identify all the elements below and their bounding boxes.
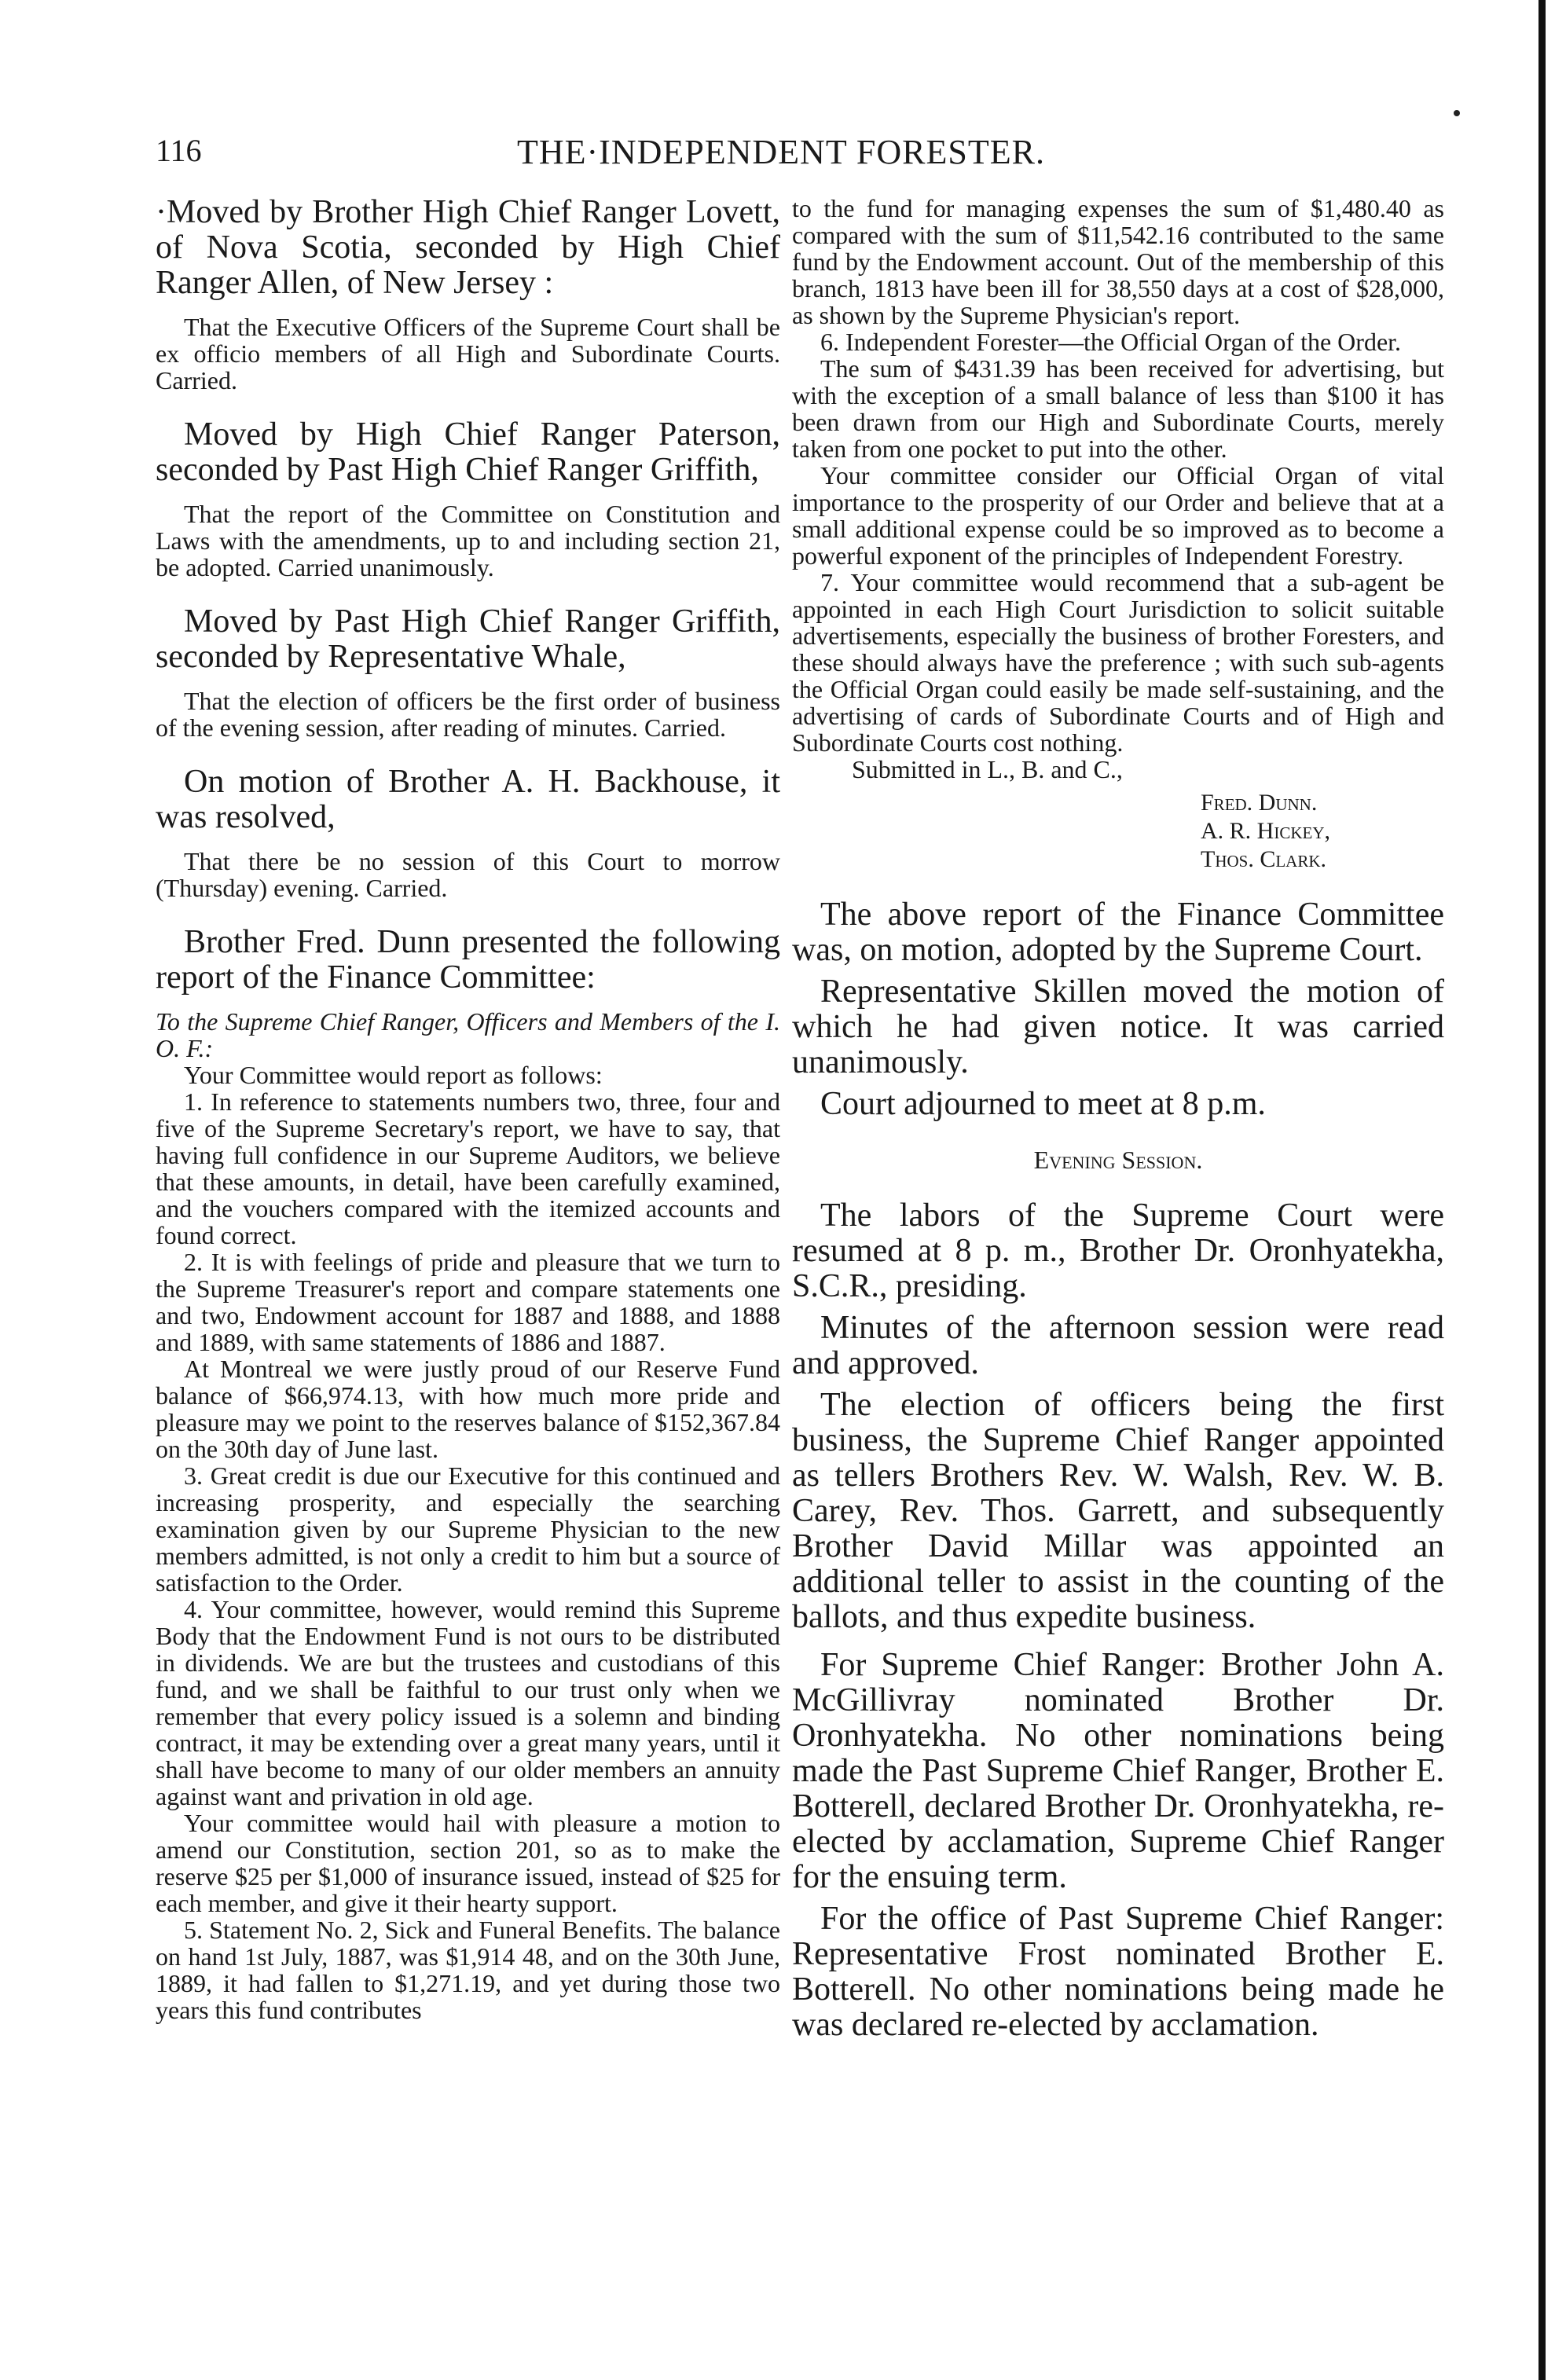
report-item-4: 4. Your committee, however, would remind this Supreme Body that the Endowment Fund is not ours to be distributed in dividends. We are but the trustees and custodians of this fund, and we shall be faithful to our trust only when we remember that every policy issued is a solemn and binding contract, it may be extending over a great many years, until it shall have become to many of our older members an annuity against want and privation in old age. bbox=[156, 1595, 780, 1810]
resolution-constitution: That the report of the Committee on Constitution and Laws with the amendments, up to and including section 21, be adopted. Carried unanimously. bbox=[156, 500, 780, 581]
skillen-motion: Representative Skillen moved the motion of which he had given notice. It was carried unanimously. bbox=[792, 974, 1444, 1080]
evening-resumed: The labors of the Supreme Court were resumed at 8 p. m., Brother Dr. Oronhyatekha, S.C.R., presiding. bbox=[792, 1197, 1444, 1304]
left-column bbox=[156, 195, 780, 2023]
report-item-6c: Your committee consider our Official Organ of vital importance to the prosperity of our Order and believe that at a small additional expense could be so improved as to become a powerful exponent of the principles of Independent Forestry. bbox=[792, 461, 1444, 570]
report-item-4b: Your committee would hail with pleasure a motion to amend our Constitution, section 201, so as to make the reserve $25 per $1,000 of insurance issued, instead of $25 for each member, and give it their hearty support. bbox=[156, 1809, 780, 1917]
report-item-3: 3. Great credit is due our Executive for this continued and increasing prosperity, and especially the searching examination given by our Supreme Physician to the new members admitted, is not only a credit to him but a source of satisfaction to the Order. bbox=[156, 1461, 780, 1597]
signatories-block bbox=[792, 789, 1444, 874]
motion-paterson: Moved by High Chief Ranger Paterson, seconded by Past High Chief Ranger Griffith, bbox=[156, 416, 780, 488]
evening-scr-election: For Supreme Chief Ranger: Brother John A. McGillivray nominated Brother Dr. Oronhyatekha. No other nominations being made the Past Supreme Chief Ranger, Brother E. Botterell, declared Brother Dr. Oronhyatekha, re-elected by acclamation, Supreme Chief Ranger for the ensuing term. bbox=[792, 1647, 1444, 1895]
page-edge-rule bbox=[1538, 0, 1546, 2380]
running-head: THE·INDEPENDENT FORESTER. bbox=[517, 133, 1045, 171]
report-item-5-continued: to the fund for managing expenses the sum of $1,480.40 as compared with the sum of $11,542.16 contributed to the same fund by the Endowment account. Out of the membership of this branch, 1813 have been ill for 38,550 days at a cost of $28,000, as shown by the Supreme Physician's report. bbox=[792, 194, 1444, 329]
report-adopted: The above report of the Finance Committee was, on motion, adopted by the Supreme Court. bbox=[792, 897, 1444, 968]
motion-lovett: ·Moved by Brother High Chief Ranger Lovett, of Nova Scotia, seconded by High Chief Ranger Allen, of New Jersey : bbox=[156, 194, 780, 301]
report-open: Your Committee would report as follows: bbox=[184, 1061, 603, 1089]
right-column bbox=[792, 195, 1444, 2043]
resolution-election: That the election of officers be the first order of business of the evening session, after reading of minutes. Carried. bbox=[156, 687, 780, 742]
report-item-5: 5. Statement No. 2, Sick and Funeral Benefits. The balance on hand 1st July, 1887, was $1,914 48, and on the 30th June, 1889, it had fallen to $1,271.19, and yet during those two years this fund contributes bbox=[156, 1916, 780, 2024]
finance-intro: Brother Fred. Dunn presented the following report of the Finance Committee: bbox=[156, 924, 780, 996]
report-item-1: 1. In reference to statements numbers two, three, four and five of the Supreme Secretary's report, we have to say, that having full confidence in our Supreme Auditors, we believe that these amounts, in detail, have been carefully examined, and the vouchers compared with the itemized accounts and found correct. bbox=[156, 1087, 780, 1249]
signatory: Fred. Dunn. bbox=[1201, 790, 1318, 816]
evening-pscr-election: For the office of Past Supreme Chief Ranger: Representative Frost nominated Brother E. Botterell. No other nominations being made he was declared re-elected by acclamation. bbox=[792, 1901, 1444, 2043]
resolution-no-session: That there be no session of this Court to morrow (Thursday) evening. Carried. bbox=[156, 847, 780, 902]
submitted-line: Submitted in L., B. and C., bbox=[852, 755, 1123, 783]
report-item-7: 7. Your committee would recommend that a sub-agent be appointed in each High Court Jurisdiction to solicit suitable advertisements, especially the business of brother Foresters, and these should always have the preference ; with such sub-agents the Official Organ could easily be made self-sustaining, and the advertising of cards of Subordinate Courts and of High and Subordinate Courts cost nothing. bbox=[792, 568, 1444, 757]
motion-backhouse: On motion of Brother A. H. Backhouse, it was resolved, bbox=[156, 764, 780, 835]
resolution-ex-officio: That the Executive Officers of the Supreme Court shall be ex officio members of all High and Subordinate Courts. Carried. bbox=[156, 313, 780, 394]
report-item-2: 2. It is with feelings of pride and pleasure that we turn to the Supreme Treasurer's report and compare statements one and two, Endowment account for 1887 and 1888, and 1888 and 1889, with same statements of 1886 and 1887. bbox=[156, 1248, 780, 1356]
signatory: Thos. Clark. bbox=[1201, 846, 1327, 872]
page-header bbox=[156, 132, 1460, 179]
report-item-2b: At Montreal we were justly proud of our Reserve Fund balance of $66,974.13, with how much more pride and pleasure may we point to the reserves balance of $152,367.84 on the 30th day of June last. bbox=[156, 1355, 780, 1463]
speck-mark bbox=[1454, 110, 1460, 116]
court-adjourned: Court adjourned to meet at 8 p.m. bbox=[820, 1086, 1266, 1122]
report-item-6b: The sum of $431.39 has been received for advertising, but with the exception of a small balance of less than $100 it has been drawn from our High and Subordinate Courts, merely taken from one pocket to put into the other. bbox=[792, 354, 1444, 463]
evening-minutes: Minutes of the afternoon session were read and approved. bbox=[792, 1310, 1444, 1381]
report-salutation: To the Supreme Chief Ranger, Officers and Members of the I. O. F.: bbox=[156, 1007, 780, 1062]
signatory: A. R. Hickey, bbox=[1201, 818, 1330, 844]
page-number: 116 bbox=[156, 133, 202, 168]
evening-tellers: The election of officers being the first business, the Supreme Chief Ranger appointed as tellers Brothers Rev. W. Walsh, Rev. W. B. Carey, Rev. Thos. Garrett, and subsequently Brother David Millar was appointed an additional teller to assist in the counting of the ballots, and thus expedite business. bbox=[792, 1387, 1444, 1635]
motion-griffith: Moved by Past High Chief Ranger Griffith, seconded by Representative Whale, bbox=[156, 603, 780, 675]
evening-session-heading: Evening Session. bbox=[1033, 1146, 1203, 1174]
report-item-6: 6. Independent Forester—the Official Organ of the Order. bbox=[820, 328, 1402, 356]
